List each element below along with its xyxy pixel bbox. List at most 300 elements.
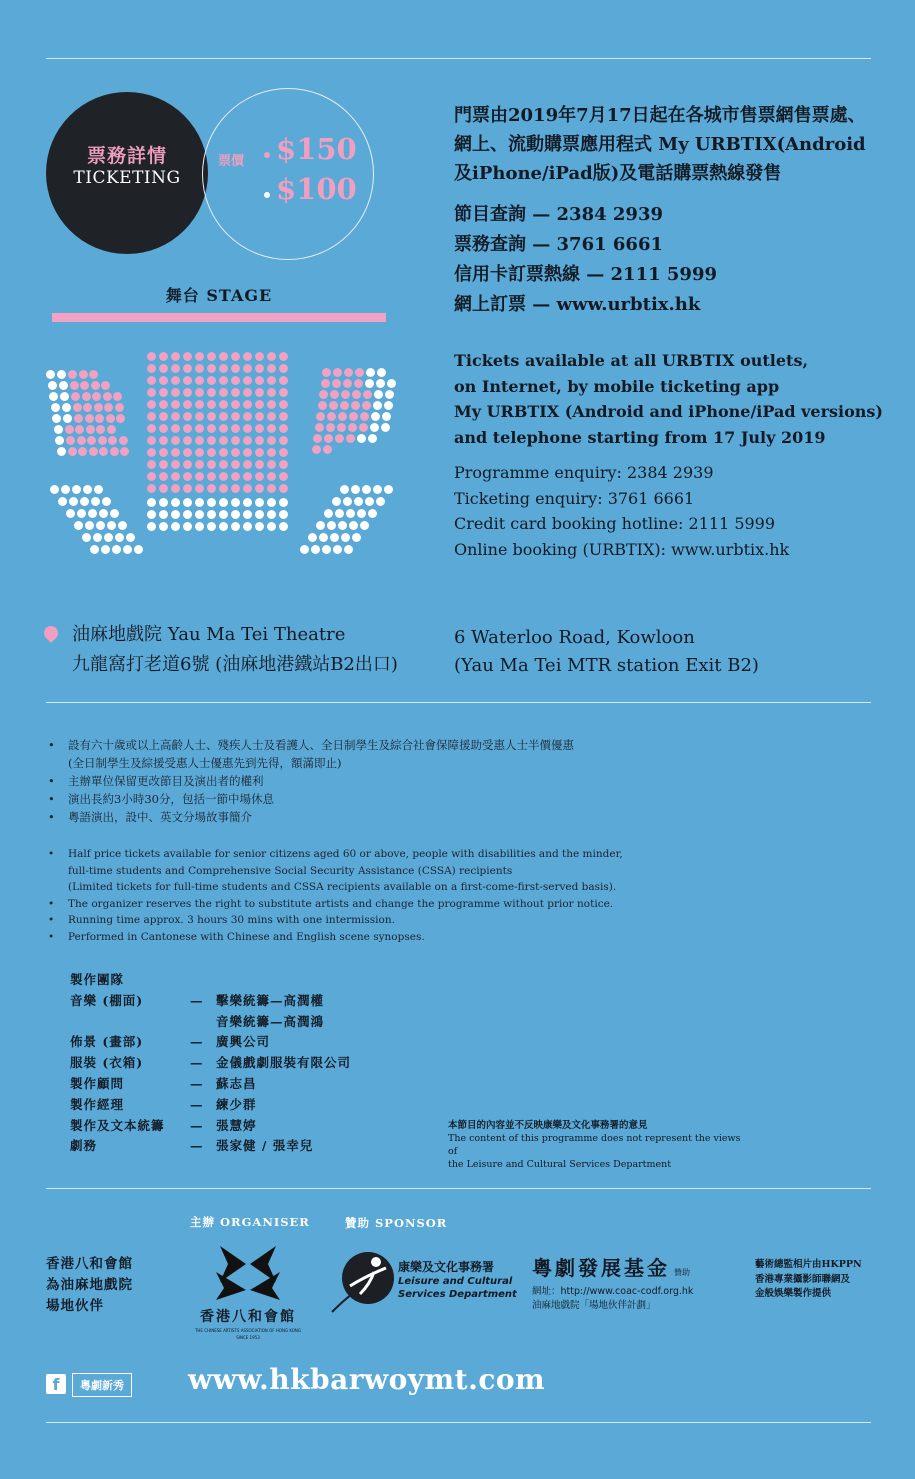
seat [219, 522, 228, 531]
seat [333, 368, 342, 377]
seat [219, 484, 228, 493]
seat [267, 448, 276, 457]
seat [344, 368, 353, 377]
seat [329, 401, 338, 410]
seat [231, 388, 240, 397]
seat [91, 381, 100, 390]
seat [267, 376, 276, 385]
seat [101, 381, 110, 390]
seat [279, 352, 288, 361]
seat [243, 498, 252, 507]
seat [78, 447, 87, 456]
seat [107, 521, 116, 530]
seat [183, 376, 192, 385]
sales-info-en [454, 348, 884, 450]
seat [207, 460, 216, 469]
seat [87, 436, 96, 445]
credit-row: 服裝 (衣箱) — 金儀戲劇服裝有限公司 [70, 1055, 352, 1071]
seat [171, 510, 180, 519]
seat [343, 497, 352, 506]
lcsd-logo [330, 1246, 394, 1316]
seat [195, 352, 204, 361]
seat [267, 460, 276, 469]
seat [147, 498, 156, 507]
seat [322, 368, 331, 377]
seat [102, 497, 111, 506]
seat [365, 497, 374, 506]
seat [83, 485, 92, 494]
seat [147, 424, 156, 433]
seat [103, 392, 112, 401]
seat [207, 510, 216, 519]
photo-credit: 藝術總監相片由HKPPN 香港專業攝影師聯網及 金般娛樂製作提供 [755, 1259, 862, 1299]
seat [183, 436, 192, 445]
note-zh-item: (全日制學生及綜援受惠人士優惠先到先得，額滿即止) [68, 756, 342, 770]
seat [171, 522, 180, 531]
seat [344, 545, 353, 554]
note-zh-item: • 設有六十歲或以上高齡人士、殘疾人士及看護人、全日制學生及綜合社會保障援助受惠人士半價優惠 [48, 738, 574, 752]
seat [66, 509, 75, 518]
seat [115, 533, 124, 542]
seat [207, 400, 216, 409]
notes-zh [48, 736, 868, 826]
seat [371, 412, 380, 421]
seat [231, 448, 240, 457]
seat [70, 381, 79, 390]
seat [147, 400, 156, 409]
seat [115, 403, 124, 412]
seat [279, 400, 288, 409]
seat [352, 390, 361, 399]
seat [183, 448, 192, 457]
sponsor-label: 贊助 SPONSOR [345, 1216, 448, 1230]
seat [171, 388, 180, 397]
seat [147, 448, 156, 457]
seat [110, 509, 119, 518]
seat [219, 510, 228, 519]
seat [171, 412, 180, 421]
seat [338, 521, 347, 530]
seat [60, 392, 69, 401]
credits-heading: 製作團隊 [70, 972, 125, 987]
seat [171, 472, 180, 481]
seat [360, 521, 369, 530]
seat [340, 401, 349, 410]
seat [112, 545, 121, 554]
seat [59, 381, 68, 390]
credit-row: 音樂統籌—高潤鴻 [216, 1013, 325, 1029]
lcsd-name-en: Services Department [398, 1289, 517, 1300]
seat [368, 509, 377, 518]
seat [231, 400, 240, 409]
seat [46, 370, 55, 379]
seat [354, 379, 363, 388]
seat [231, 472, 240, 481]
seat [243, 484, 252, 493]
credit-row: 佈景 (畫部) — 廣興公司 [70, 1034, 271, 1050]
seat [195, 388, 204, 397]
programme-enquiry-zh: 節目查詢 — 2384 2939 [454, 204, 663, 225]
facebook-page-label[interactable]: 粵劇新秀 [72, 1373, 132, 1397]
bahe-emblem-icon [188, 1242, 308, 1302]
seat [195, 460, 204, 469]
seat [346, 509, 355, 518]
seat [267, 498, 276, 507]
seat [147, 510, 156, 519]
venue-address-zh: 九龍窩打老道6號 (油麻地港鐵站B2出口) [72, 654, 398, 675]
sales-en-line: My URBTIX (Android and iPhone/iPad versions) [454, 402, 883, 421]
seat [327, 412, 336, 421]
seat [338, 412, 347, 421]
seat [341, 390, 350, 399]
bahe-name: 香港八和會館 [200, 1309, 296, 1325]
seat [147, 436, 156, 445]
seat [354, 497, 363, 506]
lcsd-name-zh: 康樂及文化事務署 [398, 1260, 495, 1274]
seat [48, 381, 57, 390]
online-booking-zh[interactable]: 網上訂票 — www.urbtix.hk [454, 294, 701, 315]
seat [255, 352, 264, 361]
seat [219, 364, 228, 373]
seat [300, 545, 309, 554]
seat [77, 436, 86, 445]
seat [73, 403, 82, 412]
seat [207, 498, 216, 507]
seat [54, 425, 63, 434]
seat [219, 400, 228, 409]
price-100: $100 [264, 172, 357, 206]
seat [96, 425, 105, 434]
seat [363, 390, 372, 399]
note-en-item: full-time students and Comprehensive Social Security Assistance (CSSA) recipients [68, 864, 513, 877]
bahe-since: SINCE 1953 [236, 1335, 260, 1340]
seat [57, 370, 66, 379]
disclaimer [448, 1119, 748, 1171]
seat [68, 447, 77, 456]
disclaimer-zh: 本節目的內容並不反映康樂及文化事務署的意見 [448, 1120, 648, 1131]
seat [316, 521, 325, 530]
venue-mtr-exit: (Yau Ma Tei MTR station Exit B2) [454, 655, 759, 676]
seat [106, 414, 115, 423]
seat [147, 376, 156, 385]
seat [313, 434, 322, 443]
seat [195, 412, 204, 421]
seat [279, 364, 288, 373]
seat [91, 497, 100, 506]
seat [94, 485, 103, 494]
seat [349, 521, 358, 530]
seat [311, 545, 320, 554]
credit-row: 製作及文本統籌 — 張慧婷 [70, 1117, 257, 1133]
seat [159, 510, 168, 519]
seat [279, 522, 288, 531]
seat [231, 522, 240, 531]
seat [183, 424, 192, 433]
seat [267, 352, 276, 361]
seat [321, 379, 330, 388]
seat [377, 368, 386, 377]
seat [183, 498, 192, 507]
seat [231, 352, 240, 361]
seat [61, 485, 70, 494]
seat [147, 460, 156, 469]
seat [279, 436, 288, 445]
sales-en-line: Tickets available at all URBTIX outlets, [454, 351, 809, 370]
seat [324, 434, 333, 443]
seat [183, 484, 192, 493]
seat [50, 485, 59, 494]
seat [267, 436, 276, 445]
seat [231, 510, 240, 519]
seat [159, 436, 168, 445]
seat [96, 521, 105, 530]
seat [343, 379, 352, 388]
seat [62, 403, 71, 412]
seat [387, 379, 396, 388]
seat [357, 509, 366, 518]
seat [98, 436, 107, 445]
seat [279, 472, 288, 481]
seat [49, 392, 58, 401]
seat [335, 434, 344, 443]
seat [255, 376, 264, 385]
seat [384, 401, 393, 410]
seat [243, 388, 252, 397]
note-zh-item: • 主辦單位保留更改節目及演出者的權利 [48, 774, 264, 788]
coac-scheme: 油麻地戲院「場地伙伴計劃」 [532, 1300, 656, 1311]
seat [207, 522, 216, 531]
seat [90, 545, 99, 554]
seat [255, 436, 264, 445]
seat [351, 485, 360, 494]
organiser-label: 主辦 ORGANISER [190, 1215, 310, 1229]
seat [89, 447, 98, 456]
seat [118, 521, 127, 530]
seat [279, 484, 288, 493]
seat [315, 423, 324, 432]
seat [195, 522, 204, 531]
seat [359, 423, 368, 432]
seat [243, 364, 252, 373]
seat [195, 448, 204, 457]
divider-venue [46, 702, 871, 703]
seat [134, 545, 143, 554]
seat [159, 498, 168, 507]
facebook-icon[interactable]: f [46, 1374, 66, 1394]
ticketing-title-en: TICKETING [73, 168, 181, 188]
lcsd-name-en: Leisure and Cultural [398, 1276, 513, 1287]
lcsd-emblem-icon [330, 1246, 394, 1316]
seating-plan [0, 0, 420, 600]
seat [335, 509, 344, 518]
credit-row: 製作顧問 — 蘇志昌 [70, 1075, 257, 1091]
seat [86, 425, 95, 434]
seat [52, 414, 61, 423]
seat [95, 414, 104, 423]
seat [80, 497, 89, 506]
seat [381, 423, 390, 432]
enquiries-zh [454, 200, 884, 320]
seat [348, 423, 357, 432]
seat [243, 412, 252, 421]
seat [159, 400, 168, 409]
seat [147, 352, 156, 361]
seat [255, 400, 264, 409]
seat [147, 364, 156, 373]
seat [195, 364, 204, 373]
seat [183, 400, 192, 409]
seat [322, 545, 331, 554]
seat [123, 545, 132, 554]
seat [147, 472, 156, 481]
note-zh-item: • 演出長約3小時30分，包括一節中場休息 [48, 792, 274, 806]
seat [126, 533, 135, 542]
seat [279, 412, 288, 421]
seat [255, 388, 264, 397]
seat [159, 448, 168, 457]
seat [219, 448, 228, 457]
online-booking-en[interactable]: Online booking (URBTIX): www.urbtix.hk [454, 539, 790, 559]
website-link[interactable]: www.hkbarwoymt.com [188, 1363, 546, 1396]
seat [376, 497, 385, 506]
seat [207, 412, 216, 421]
coac-url[interactable]: 網址：http://www.coac-codf.org.hk [532, 1286, 694, 1297]
seat [267, 400, 276, 409]
seat [183, 412, 192, 421]
seat [255, 424, 264, 433]
seat [171, 448, 180, 457]
seat [183, 510, 192, 519]
seat [80, 381, 89, 390]
seat [340, 485, 349, 494]
seat [279, 460, 288, 469]
seat [207, 376, 216, 385]
seat [183, 472, 192, 481]
seat [332, 379, 341, 388]
seat [384, 485, 393, 494]
programme-enquiry-en: Programme enquiry: 2384 2939 [454, 463, 714, 482]
seat [171, 376, 180, 385]
seat [279, 498, 288, 507]
seat [66, 436, 75, 445]
venue-partner-text: 香港八和會館 為油麻地戲院 場地伙伴 [46, 1256, 133, 1314]
seat [68, 370, 77, 379]
seat [267, 510, 276, 519]
seat [267, 388, 276, 397]
seat [159, 412, 168, 421]
seat [183, 388, 192, 397]
seat [171, 400, 180, 409]
seat [147, 522, 156, 531]
seat [195, 510, 204, 519]
note-en-item: • Running time approx. 3 hours 30 mins with one intermission. [48, 914, 395, 927]
seat [58, 497, 67, 506]
seat [107, 425, 116, 434]
seat [207, 484, 216, 493]
seat [362, 401, 371, 410]
seat [337, 423, 346, 432]
seat [231, 376, 240, 385]
seat [255, 472, 264, 481]
seat [171, 498, 180, 507]
credit-row: 劇務 — 張家健 / 張幸兒 [70, 1138, 314, 1154]
seat [374, 390, 383, 399]
seat [65, 425, 74, 434]
note-zh-item: • 粵語演出，設中、英文分場故事簡介 [48, 810, 252, 824]
seat [316, 412, 325, 421]
seat [219, 424, 228, 433]
seat [171, 484, 180, 493]
credit-card-hotline-en: Credit card booking hotline: 2111 5999 [454, 514, 776, 533]
seat [323, 445, 332, 454]
seat [159, 376, 168, 385]
seat [333, 545, 342, 554]
seat [267, 522, 276, 531]
seat [207, 352, 216, 361]
seat [83, 403, 92, 412]
seat [113, 392, 122, 401]
seat [327, 521, 336, 530]
seat [255, 460, 264, 469]
seat [207, 436, 216, 445]
seat [159, 388, 168, 397]
seat [108, 436, 117, 445]
seat [312, 445, 321, 454]
seat [243, 522, 252, 531]
seat [279, 376, 288, 385]
seat [243, 436, 252, 445]
seat [255, 364, 264, 373]
seat [104, 403, 113, 412]
seat [85, 414, 94, 423]
seat [362, 485, 371, 494]
seat [366, 368, 375, 377]
seat [147, 388, 156, 397]
seat [255, 498, 264, 507]
seat [171, 436, 180, 445]
seat [370, 423, 379, 432]
seat [79, 370, 88, 379]
seat [120, 447, 129, 456]
seat [110, 447, 119, 456]
seat [219, 352, 228, 361]
seat [99, 447, 108, 456]
seat [159, 352, 168, 361]
seat [231, 412, 240, 421]
disclaimer-en: The content of this programme does not represent the views of [448, 1133, 741, 1157]
seat [330, 390, 339, 399]
seat [74, 521, 83, 530]
seat [308, 533, 317, 542]
seat [195, 436, 204, 445]
seat [373, 401, 382, 410]
seat [255, 448, 264, 457]
seat [119, 436, 128, 445]
seat [171, 460, 180, 469]
ticketing-title-zh: 票務詳情 [86, 145, 167, 167]
seat [159, 460, 168, 469]
seat [63, 414, 72, 423]
seat [171, 364, 180, 373]
seat [219, 472, 228, 481]
seat [267, 472, 276, 481]
seat [255, 522, 264, 531]
seat [231, 484, 240, 493]
seat [319, 533, 328, 542]
seat [373, 485, 382, 494]
note-en-item: (Limited tickets for full-time students and CSSA recipients available on a first-come-first-served basis). [68, 881, 617, 894]
seat [231, 364, 240, 373]
